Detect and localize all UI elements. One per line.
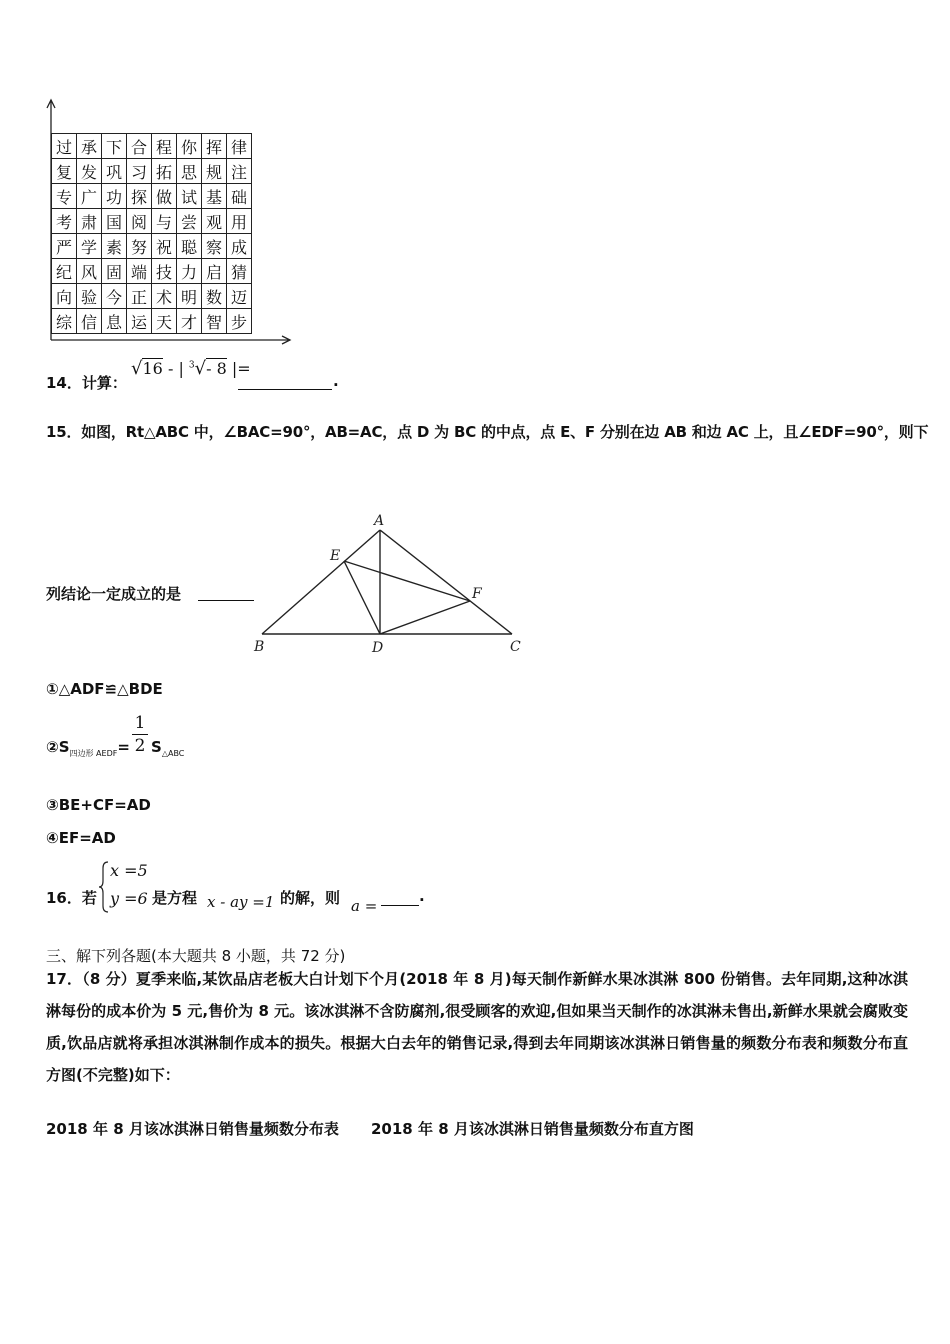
q16-mid: 是方程 bbox=[152, 889, 198, 907]
grid-cell: 信 bbox=[77, 309, 102, 334]
grid-row bbox=[52, 284, 252, 309]
grid-cell: 天 bbox=[152, 309, 177, 334]
grid-cell: 巩 bbox=[102, 159, 127, 184]
grid-cell: 聪 bbox=[177, 234, 202, 259]
q14-bar-left: | bbox=[178, 359, 184, 378]
q15-option-4: ④EF=AD bbox=[46, 829, 116, 847]
grid-cell: 下 bbox=[102, 134, 127, 159]
grid-cell: 素 bbox=[102, 234, 127, 259]
grid-row bbox=[52, 184, 252, 209]
grid-cell: 向 bbox=[52, 284, 77, 309]
grid-cell: 学 bbox=[77, 234, 102, 259]
q15-stem-line1: 15．如图，Rt△ABC 中，∠BAC=90°，AB=AC，点 D 为 BC 的中点，点 E、F 分别在边 AB 和边 AC 上，且∠EDF=90°，则下 bbox=[46, 423, 929, 441]
fraction-den: 2 bbox=[132, 734, 148, 757]
grid-cell: 息 bbox=[102, 309, 127, 334]
grid-cell: 技 bbox=[152, 259, 177, 284]
option2-s: ②S bbox=[46, 738, 70, 756]
segment-ef bbox=[344, 561, 470, 601]
q15-option-2 bbox=[46, 738, 130, 759]
grid-cell: 成 bbox=[227, 234, 252, 259]
q15-stem-line2: 列结论一定成立的是 bbox=[46, 585, 182, 603]
cbrt-sign: √ bbox=[194, 358, 207, 379]
label-b: B bbox=[254, 639, 265, 655]
label-d: D bbox=[372, 640, 384, 656]
q15-answer-blank[interactable] bbox=[198, 584, 254, 601]
sqrt-sign: √ bbox=[131, 358, 143, 379]
grid-cell: 综 bbox=[52, 309, 77, 334]
q15-option-2-tail bbox=[151, 738, 184, 758]
grid-cell: 基 bbox=[202, 184, 227, 209]
grid-cell: 才 bbox=[177, 309, 202, 334]
triangle-figure bbox=[250, 510, 540, 660]
q16-tail: 的解，则 bbox=[280, 889, 341, 907]
grid-cell: 注 bbox=[227, 159, 252, 184]
q15-option-1: ①△ADF≌△BDE bbox=[46, 680, 163, 698]
grid-cell: 观 bbox=[202, 209, 227, 234]
grid-cell: 程 bbox=[152, 134, 177, 159]
grid-cell: 启 bbox=[202, 259, 227, 284]
grid-cell: 祝 bbox=[152, 234, 177, 259]
grid-cell: 端 bbox=[127, 259, 152, 284]
grid-cell: 运 bbox=[127, 309, 152, 334]
q14-cbrt-arg: - 8 bbox=[206, 359, 227, 378]
grid-cell: 做 bbox=[152, 184, 177, 209]
q16-end: . bbox=[419, 887, 425, 905]
grid-cell: 纪 bbox=[52, 259, 77, 284]
grid-cell: 专 bbox=[52, 184, 77, 209]
grid-row bbox=[52, 209, 252, 234]
grid-cell: 数 bbox=[202, 284, 227, 309]
character-grid bbox=[51, 133, 252, 334]
grid-cell: 复 bbox=[52, 159, 77, 184]
system-brace bbox=[98, 860, 110, 914]
grid-cell: 术 bbox=[152, 284, 177, 309]
grid-cell: 今 bbox=[102, 284, 127, 309]
hist-caption: 2018 年 8 月该冰淇淋日销售量频数分布直方图 bbox=[371, 1120, 694, 1138]
grid-cell: 律 bbox=[227, 134, 252, 159]
grid-cell: 努 bbox=[127, 234, 152, 259]
grid-cell: 智 bbox=[202, 309, 227, 334]
q16-eq2: y =6 bbox=[110, 889, 148, 908]
fraction-half bbox=[132, 712, 148, 757]
q14-bar-right: | bbox=[231, 359, 238, 378]
q16-var: a = bbox=[351, 897, 378, 915]
grid-cell: 功 bbox=[102, 184, 127, 209]
grid-cell: 承 bbox=[77, 134, 102, 159]
grid-row bbox=[52, 159, 252, 184]
segment-df bbox=[380, 601, 470, 634]
grid-row bbox=[52, 309, 252, 334]
q16-label: 16．若 bbox=[46, 889, 97, 907]
segment-ed bbox=[344, 561, 380, 634]
q14-label: 14．计算： bbox=[46, 374, 127, 392]
grid-cell: 肃 bbox=[77, 209, 102, 234]
segment-ac bbox=[380, 530, 512, 634]
q14-equals: = bbox=[237, 359, 251, 378]
grid-cell: 合 bbox=[127, 134, 152, 159]
grid-row bbox=[52, 234, 252, 259]
label-a: A bbox=[374, 513, 385, 529]
grid-cell: 规 bbox=[202, 159, 227, 184]
grid-cell: 察 bbox=[202, 234, 227, 259]
grid-cell: 验 bbox=[77, 284, 102, 309]
q14-end: . bbox=[333, 372, 339, 390]
grid-cell: 正 bbox=[127, 284, 152, 309]
q16-answer-blank[interactable] bbox=[381, 889, 419, 906]
q16-eq1: x =5 bbox=[110, 861, 148, 880]
grid-cell: 明 bbox=[177, 284, 202, 309]
grid-cell: 风 bbox=[77, 259, 102, 284]
grid-row bbox=[52, 134, 252, 159]
grid-cell: 广 bbox=[77, 184, 102, 209]
grid-cell: 尝 bbox=[177, 209, 202, 234]
option2-eq: = bbox=[117, 738, 130, 756]
grid-cell: 迈 bbox=[227, 284, 252, 309]
grid-cell: 与 bbox=[152, 209, 177, 234]
q15-option-3: ③BE+CF=AD bbox=[46, 796, 151, 814]
fraction-num: 1 bbox=[134, 713, 146, 733]
section-heading: 三、解下列各题(本大题共 8 小题，共 72 分) bbox=[46, 947, 346, 965]
grid-cell: 习 bbox=[127, 159, 152, 184]
grid-cell: 力 bbox=[177, 259, 202, 284]
q14-expression bbox=[131, 358, 251, 379]
label-f: F bbox=[472, 586, 482, 602]
q17-text: 17．（8 分）夏季来临,某饮品店老板大白计划下个月(2018 年 8 月)每天制作新鲜水果冰淇淋 800 份销售。去年同期,这种冰淇淋每份的成本价为 5 元,售价为 8 元。该冰淇淋不含防腐剂,很受顾客的欢迎,但如果当天制作的冰淇淋未售出,新鲜水果就会腐败变质,饮品店就将承担冰淇淋制作成本的损失。根据大白去年的销售记录,得到去年同期该冰淇淋日销售量的频数分布表和频数分布直方图(不完整)如下： bbox=[46, 970, 908, 1084]
q14-sqrt-arg: 16 bbox=[142, 359, 163, 378]
grid-cell: 发 bbox=[77, 159, 102, 184]
grid-cell: 挥 bbox=[202, 134, 227, 159]
grid-cell: 思 bbox=[177, 159, 202, 184]
label-e: E bbox=[330, 548, 341, 564]
q14-minus: - bbox=[167, 359, 174, 378]
grid-cell: 用 bbox=[227, 209, 252, 234]
option2-s2: S bbox=[151, 738, 162, 756]
grid-cell: 严 bbox=[52, 234, 77, 259]
grid-cell: 国 bbox=[102, 209, 127, 234]
option2-sub: 四边形 AEDF bbox=[69, 749, 118, 758]
q16-equation: x - ay =1 bbox=[207, 893, 275, 911]
grid-cell: 探 bbox=[127, 184, 152, 209]
q14-root-index: 3 bbox=[188, 360, 195, 371]
table-caption: 2018 年 8 月该冰淇淋日销售量频数分布表 bbox=[46, 1120, 339, 1138]
grid-cell: 步 bbox=[227, 309, 252, 334]
grid-cell: 过 bbox=[52, 134, 77, 159]
grid-cell: 固 bbox=[102, 259, 127, 284]
grid-cell: 拓 bbox=[152, 159, 177, 184]
label-c: C bbox=[510, 639, 521, 655]
grid-row bbox=[52, 259, 252, 284]
grid-cell: 阅 bbox=[127, 209, 152, 234]
grid-cell: 你 bbox=[177, 134, 202, 159]
option2-sub2: △ABC bbox=[161, 749, 185, 758]
grid-cell: 试 bbox=[177, 184, 202, 209]
segment-ab bbox=[262, 530, 380, 634]
grid-cell: 考 bbox=[52, 209, 77, 234]
grid-cell: 础 bbox=[227, 184, 252, 209]
q14-answer-blank[interactable] bbox=[238, 373, 332, 390]
grid-cell: 猜 bbox=[227, 259, 252, 284]
